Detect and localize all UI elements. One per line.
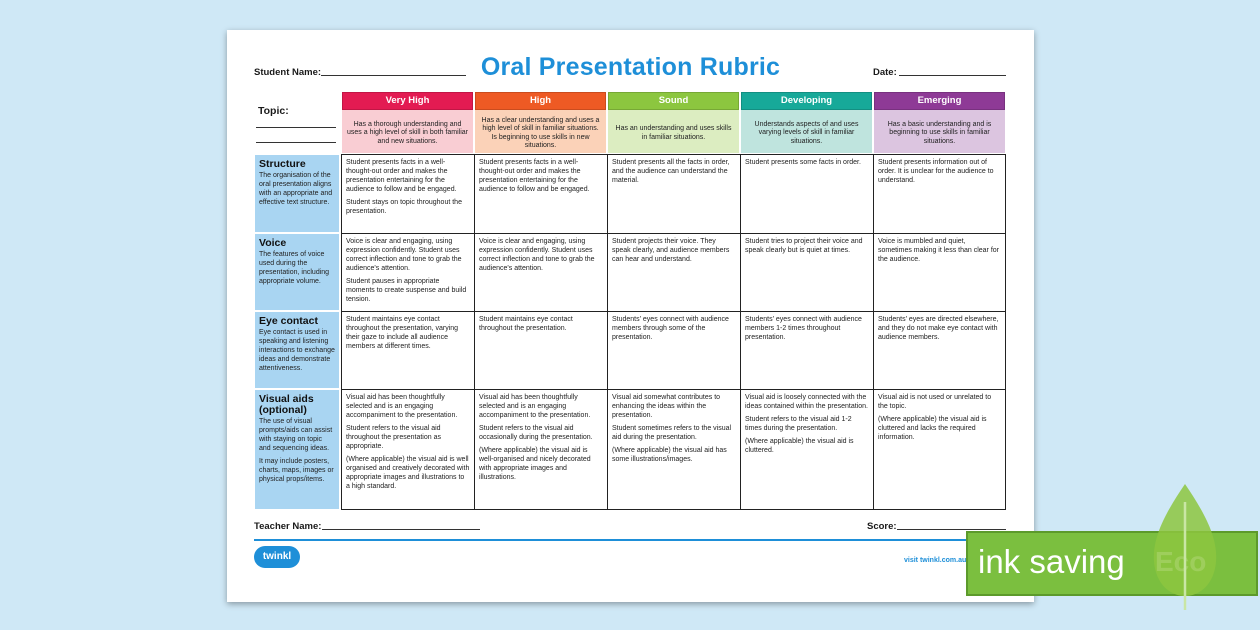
cell-text: Visual aid has been thoughtfully selected and is an engaging accompaniment to the presentation. [346, 394, 458, 419]
cell-text: Students' eyes are directed elsewhere, and they do not make eye contact with audience members. [878, 316, 999, 341]
date-line[interactable] [899, 75, 1006, 76]
date-label: Date: [873, 67, 897, 78]
category-desc: The features of voice used during the presentation, including appropriate volume. [259, 251, 330, 285]
score-label: Score: [867, 521, 897, 532]
page-title: Oral Presentation Rubric [480, 53, 781, 81]
rubric-cell [874, 312, 1005, 390]
cell-text: Student sometimes refers to the visual aid during the presentation. [612, 425, 732, 441]
cell-text: (Where applicable) the visual aid is cluttered and lacks the required information. [878, 416, 987, 441]
teacher-name-line[interactable] [322, 529, 480, 530]
rubric-cell [741, 155, 874, 234]
cell-text: Voice is mumbled and quiet, sometimes making it less than clear for the audience. [878, 238, 999, 263]
rubric-cell [475, 234, 608, 312]
category-desc: Eye contact is used in speaking and listening interactions to exchange ideas and demonstrate attentiveness. [259, 329, 335, 372]
category-visual-aids-optional [255, 390, 339, 509]
footer-url[interactable]: visit twinkl.com.au [904, 557, 967, 564]
category-desc-extra: It may include posters, charts, maps, images or physical props/items. [259, 458, 334, 483]
cell-text: Student presents facts in a well-thought-out order and makes the presentation entertaining for the audience to follow and be engaged. [346, 159, 457, 193]
cell-text: (Where applicable) the visual aid is well organised and creatively decorated with appropriate images and illustrations to a high standard. [346, 456, 470, 490]
category-title: Voice [259, 237, 287, 249]
rubric-cell [475, 155, 608, 234]
category-title: Structure [259, 158, 306, 170]
cell-text: Student refers to the visual aid 1-2 times during the presentation. [745, 416, 852, 432]
level-header-developing: Developing [741, 92, 872, 110]
cell-text: Student presents all the facts in order, and the audience can understand the material. [612, 159, 730, 184]
category-title: Eye contact [259, 315, 318, 327]
cell-text: Student presents information out of order. It is unclear for the audience to understand. [878, 159, 994, 184]
cell-text: Students' eyes connect with audience members 1-2 times throughout presentation. [745, 316, 862, 341]
cell-text: Visual aid somewhat contributes to enhancing the ideas within the presentation. [612, 394, 721, 419]
cell-text: Student refers to the visual aid occasionally during the presentation. [479, 425, 593, 441]
cell-text: Student projects their voice. They speak clearly, and audience members can hear and understand. [612, 238, 730, 263]
rubric-cell [608, 390, 741, 509]
level-desc-very-high: Has a thorough understanding and uses a high level of skill in both familiar and new situations. [342, 110, 473, 153]
rubric-cell [608, 155, 741, 234]
cell-text: (Where applicable) the visual aid is well-organised and nicely decorated with appropriate images and illustrations. [479, 447, 591, 481]
category-structure [255, 155, 339, 232]
cell-text: Student presents some facts in order. [745, 159, 861, 166]
rubric-cell [741, 390, 874, 509]
category-voice [255, 234, 339, 310]
rubric-cell [874, 234, 1005, 312]
level-header-sound: Sound [608, 92, 739, 110]
category-title: Visual aids (optional) [259, 393, 314, 416]
rubric-cell [475, 390, 608, 509]
rubric-cell [342, 234, 475, 312]
rubric-cell [874, 390, 1005, 509]
cell-text: Visual aid is loosely connected with the ideas contained within the presentation. [745, 394, 868, 410]
topic-line-1[interactable] [256, 127, 336, 128]
cell-text: Voice is clear and engaging, using expression confidently. Student uses correct inflection and tone to grab the audience's attention. [479, 238, 595, 272]
badge-text: ink saving [978, 543, 1125, 580]
rubric-cell [874, 155, 1005, 234]
level-desc-developing: Understands aspects of and uses varying levels of skill in familiar situations. [741, 110, 872, 153]
category-eye-contact [255, 312, 339, 388]
score-line[interactable] [897, 529, 1006, 530]
student-name-label: Student Name: [254, 67, 322, 78]
cell-text: Student tries to project their voice and speak clearly but is quiet at times. [745, 238, 863, 254]
rubric-cell [342, 390, 475, 509]
topic-line-2[interactable] [256, 142, 336, 143]
cell-text: Student maintains eye contact throughout the presentation. [479, 316, 573, 332]
cell-text: Student presents facts in a well-thought-out order and makes the presentation entertaining for the audience to follow and be engaged. [479, 159, 590, 193]
cell-text: Students' eyes connect with audience members through some of the presentation. [612, 316, 729, 341]
rubric-cell [608, 312, 741, 390]
cell-text: Student pauses in appropriate moments to create suspense and build tension. [346, 278, 467, 303]
level-header-emerging: Emerging [874, 92, 1005, 110]
cell-text: Visual aid has been thoughtfully selected and is an engaging accompaniment to the presentation. [479, 394, 591, 419]
teacher-name-label: Teacher Name: [254, 521, 322, 532]
level-header-very-high: Very High [342, 92, 473, 110]
student-name-line[interactable] [321, 75, 466, 76]
footer-divider [254, 539, 1006, 541]
rubric-cell [741, 312, 874, 390]
cell-text: Student maintains eye contact throughout the presentation, varying their gaze to include all audience members at different times. [346, 316, 459, 350]
rubric-cell [342, 155, 475, 234]
level-desc-emerging: Has a basic understanding and is beginning to use skills in familiar situations. [874, 110, 1005, 153]
category-desc: The organisation of the oral presentation aligns with an appropriate and effective text structure. [259, 172, 333, 206]
cell-text: (Where applicable) the visual aid has some illustrations/images. [612, 447, 727, 463]
cell-text: (Where applicable) the visual aid is cluttered. [745, 438, 854, 454]
rubric-grid [341, 154, 1006, 510]
twinkl-logo[interactable]: twinkl [254, 546, 300, 568]
rubric-cell [608, 234, 741, 312]
rubric-cell [342, 312, 475, 390]
cell-text: Student refers to the visual aid throughout the presentation as appropriate. [346, 425, 441, 450]
level-header-high: High [475, 92, 606, 110]
rubric-cell [475, 312, 608, 390]
rubric-cell [741, 234, 874, 312]
level-desc-high: Has a clear understanding and uses a high level of skill in familiar situations. Is beginning to use skills in new situations. [475, 110, 606, 153]
topic-label: Topic: [258, 105, 289, 117]
cell-text: Student stays on topic throughout the presentation. [346, 199, 462, 215]
leaf-icon [1148, 482, 1223, 612]
cell-text: Voice is clear and engaging, using expression confidently. Student uses correct inflection and tone to grab the audience's attention. [346, 238, 462, 272]
rubric-sheet [227, 30, 1034, 602]
level-desc-sound: Has an understanding and uses skills in familiar situations. [608, 110, 739, 153]
cell-text: Visual aid is not used or unrelated to the topic. [878, 394, 992, 410]
category-desc: The use of visual prompts/aids can assist with staying on topic and sequencing ideas. [259, 418, 333, 452]
